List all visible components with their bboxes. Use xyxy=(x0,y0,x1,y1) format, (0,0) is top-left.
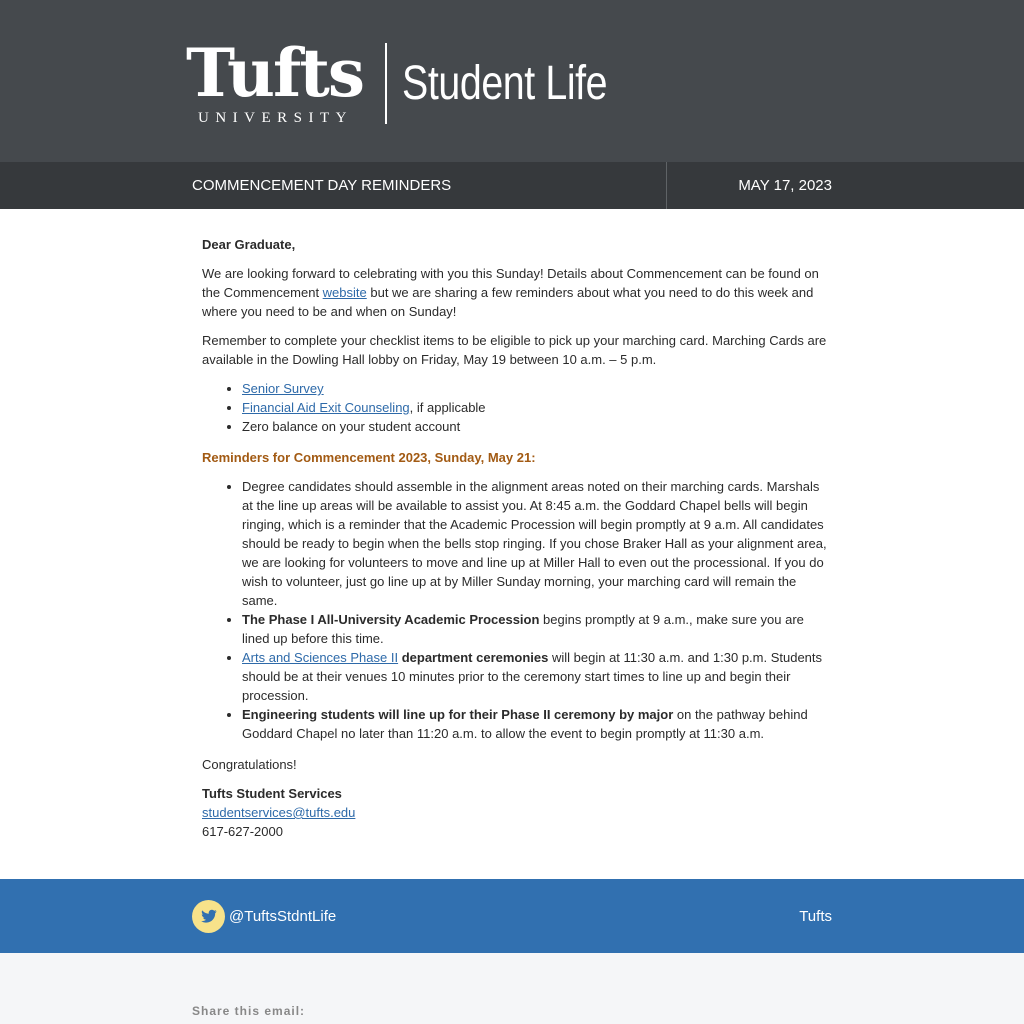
website-link[interactable]: website xyxy=(322,285,367,300)
reminder-text: Degree candidates should assemble in the alignment areas noted on their marching cards. Marshals at the line up areas will be available to assist you. At 8:45 a.m. the Goddard Chapel bells will begin ringing, which is a reminder that the Academic Procession will begin promptly at 9 a.m. All candidates should be ready to begin when the bells stop ringing. If you chose Braker Hall as your alignment area, we are looking for volunteers to move and line up at Miller Hall to even out the processional. If you do wish to volunteer, just go line up at by Miller Sunday morning, your marching card will remain the same. xyxy=(242,479,827,608)
footer-bar xyxy=(0,879,1024,953)
greeting: Dear Graduate, xyxy=(202,237,296,252)
closing: Congratulations! xyxy=(202,757,297,772)
email-link[interactable]: studentservices@tufts.edu xyxy=(202,805,356,820)
reminders-heading: Reminders for Commencement 2023, Sunday, May 21: xyxy=(202,450,536,465)
twitter-handle-link[interactable]: @TuftsStdntLife xyxy=(229,908,337,925)
list-item xyxy=(242,379,827,398)
list-item xyxy=(242,705,827,743)
email-title: COMMENCEMENT DAY REMINDERS xyxy=(192,177,452,194)
tufts-footer-link[interactable]: Tufts xyxy=(799,908,832,925)
share-label: Share this email: xyxy=(192,1004,306,1018)
reminder-bold: Engineering students will line up for their Phase II ceremony by major xyxy=(242,707,674,722)
reminder-text: will begin at 11:30 a.m. and 1:30 p.m. Students should be at their venues 10 minutes prior to the ceremony start times to line up and begin their procession. xyxy=(242,650,823,703)
reminder-text: begins promptly at 9 a.m., make sure you are lined up before this time. xyxy=(242,612,804,646)
intro-text-after: but we are sharing a few reminders about what you need to do this week and where you need to be and when on Sunday! xyxy=(202,285,814,319)
logo-university: UNIVERSITY xyxy=(198,110,353,126)
email-header xyxy=(0,0,1024,162)
email-date: MAY 17, 2023 xyxy=(738,177,832,194)
checklist xyxy=(202,379,827,436)
logo-unit-name: Student Life xyxy=(402,57,608,110)
list-item xyxy=(242,398,827,417)
title-bar xyxy=(0,162,1024,209)
reminder-text: on the pathway behind Goddard Chapel no later than 11:20 a.m. to allow the event to begin promptly at 11:30 a.m. xyxy=(242,707,808,741)
list-item xyxy=(242,417,827,436)
twitter-bird-icon xyxy=(192,900,225,933)
reminder-bold: department ceremonies xyxy=(398,650,549,665)
twitter-icon[interactable] xyxy=(192,900,225,933)
checklist-paragraph: Remember to complete your checklist items to be eligible to pick up your marching card. Marching Cards are available in the Dowling Hall lobby on Friday, May 19 between 10 a.m. – 5 p.m. xyxy=(202,333,827,367)
financial-aid-link[interactable]: Financial Aid Exit Counseling xyxy=(242,400,410,415)
logo-divider xyxy=(385,43,387,124)
list-item xyxy=(242,648,827,705)
reminders-list xyxy=(202,477,827,743)
phone-number: 617-627-2000 xyxy=(202,824,283,839)
list-item-text: Zero balance on your student account xyxy=(242,419,461,434)
arts-sciences-link[interactable]: Arts and Sciences Phase II xyxy=(242,650,399,665)
email-body xyxy=(202,235,827,841)
list-item-text: , if applicable xyxy=(409,400,486,415)
intro-text-before: We are looking forward to celebrating with you this Sunday! Details about Commencement can be found on the Commencement xyxy=(202,266,819,300)
email-content xyxy=(0,209,1024,879)
intro-paragraph xyxy=(202,264,827,321)
list-item xyxy=(242,477,827,610)
signature xyxy=(202,784,827,841)
logo-wordmark: Tufts xyxy=(186,34,364,112)
signature-name: Tufts Student Services xyxy=(202,786,342,801)
list-item xyxy=(242,610,827,648)
title-bar-divider xyxy=(666,162,667,209)
reminder-bold: The Phase I All-University Academic Procession xyxy=(242,612,540,627)
senior-survey-link[interactable]: Senior Survey xyxy=(242,381,324,396)
